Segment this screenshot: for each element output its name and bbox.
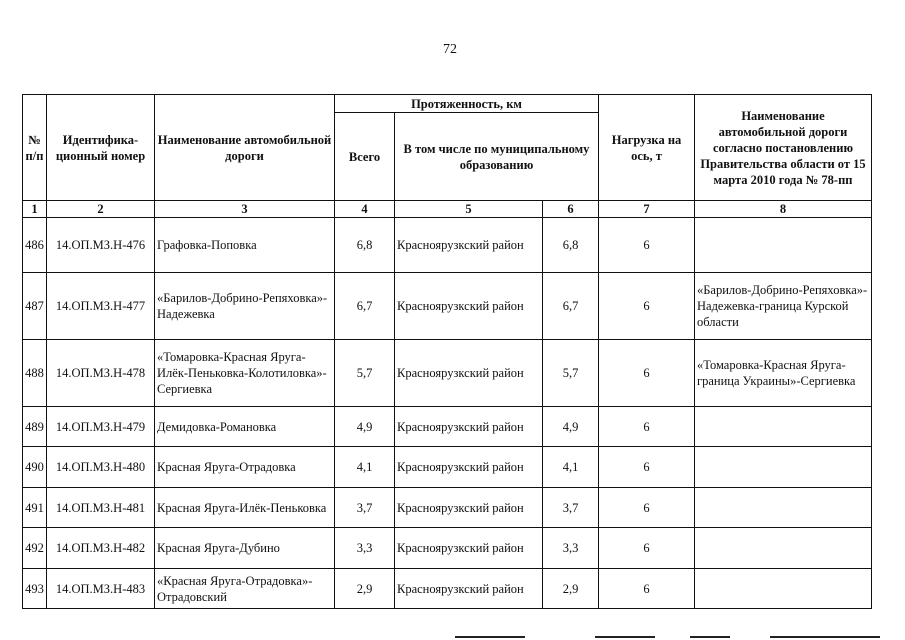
row-number: 492 bbox=[23, 528, 47, 569]
district-name: Красноярузкский район bbox=[395, 218, 543, 273]
page-number: 72 bbox=[443, 42, 457, 57]
table-row bbox=[23, 218, 872, 273]
length-total: 3,7 bbox=[335, 488, 395, 528]
axle-load: 6 bbox=[599, 488, 695, 528]
axle-load: 6 bbox=[599, 407, 695, 447]
header-length-group: Протяженность, км bbox=[335, 95, 599, 113]
column-number: 5 bbox=[395, 201, 543, 218]
road-name: «Барилов-Добрино-Репяховка»-Надежевка bbox=[155, 273, 335, 340]
road-id: 14.ОП.МЗ.Н-478 bbox=[47, 340, 155, 407]
axle-load: 6 bbox=[599, 273, 695, 340]
scan-artifact bbox=[455, 636, 525, 638]
road-name: Красная Яруга-Отрадовка bbox=[155, 447, 335, 488]
length-total: 4,9 bbox=[335, 407, 395, 447]
district-length: 4,9 bbox=[543, 407, 599, 447]
column-number: 8 bbox=[695, 201, 872, 218]
district-length: 6,8 bbox=[543, 218, 599, 273]
row-number: 490 bbox=[23, 447, 47, 488]
district-length: 6,7 bbox=[543, 273, 599, 340]
district-name: Красноярузкский район bbox=[395, 407, 543, 447]
district-name: Красноярузкский район bbox=[395, 447, 543, 488]
header-id: Идентифика-ционный номер bbox=[47, 95, 155, 201]
decree-road-name bbox=[695, 447, 872, 488]
header-num: № п/п bbox=[23, 95, 47, 201]
axle-load: 6 bbox=[599, 447, 695, 488]
decree-road-name bbox=[695, 218, 872, 273]
road-id: 14.ОП.МЗ.Н-481 bbox=[47, 488, 155, 528]
header-municipal: В том числе по муниципальному образованию bbox=[395, 113, 599, 201]
table-row bbox=[23, 273, 872, 340]
district-name: Красноярузкский район bbox=[395, 569, 543, 609]
road-id: 14.ОП.МЗ.Н-477 bbox=[47, 273, 155, 340]
district-length: 5,7 bbox=[543, 340, 599, 407]
road-name: Демидовка-Романовка bbox=[155, 407, 335, 447]
length-total: 2,9 bbox=[335, 569, 395, 609]
district-length: 2,9 bbox=[543, 569, 599, 609]
axle-load: 6 bbox=[599, 569, 695, 609]
column-number: 6 bbox=[543, 201, 599, 218]
road-name: Красная Яруга-Дубино bbox=[155, 528, 335, 569]
road-id: 14.ОП.МЗ.Н-479 bbox=[47, 407, 155, 447]
row-number: 488 bbox=[23, 340, 47, 407]
table-row bbox=[23, 447, 872, 488]
table-row bbox=[23, 407, 872, 447]
decree-road-name: «Барилов-Добрино-Репяховка»-Надежевка-граница Курской области bbox=[695, 273, 872, 340]
length-total: 4,1 bbox=[335, 447, 395, 488]
road-id: 14.ОП.МЗ.Н-483 bbox=[47, 569, 155, 609]
district-name: Красноярузкский район bbox=[395, 273, 543, 340]
header-total: Всего bbox=[335, 113, 395, 201]
column-number: 2 bbox=[47, 201, 155, 218]
scan-artifact bbox=[770, 636, 880, 638]
column-number: 3 bbox=[155, 201, 335, 218]
table-row bbox=[23, 488, 872, 528]
scan-artifact bbox=[690, 636, 730, 638]
table-row bbox=[23, 340, 872, 407]
decree-road-name bbox=[695, 528, 872, 569]
district-name: Красноярузкский район bbox=[395, 488, 543, 528]
road-id: 14.ОП.МЗ.Н-480 bbox=[47, 447, 155, 488]
decree-road-name: «Томаровка-Красная Яруга-граница Украины»-Сергиевка bbox=[695, 340, 872, 407]
length-total: 3,3 bbox=[335, 528, 395, 569]
axle-load: 6 bbox=[599, 340, 695, 407]
column-number: 4 bbox=[335, 201, 395, 218]
header-road-name: Наименование автомобильной дороги bbox=[155, 95, 335, 201]
row-number: 487 bbox=[23, 273, 47, 340]
row-number: 491 bbox=[23, 488, 47, 528]
header-decree-name: Наименование автомобильной дороги согласно постановлению Правительства области от 15 марта 2010 года № 78-пп bbox=[695, 95, 872, 201]
row-number: 486 bbox=[23, 218, 47, 273]
length-total: 6,8 bbox=[335, 218, 395, 273]
column-number: 1 bbox=[23, 201, 47, 218]
district-length: 3,3 bbox=[543, 528, 599, 569]
column-number: 7 bbox=[599, 201, 695, 218]
district-name: Красноярузкский район bbox=[395, 340, 543, 407]
road-id: 14.ОП.МЗ.Н-476 bbox=[47, 218, 155, 273]
district-name: Красноярузкский район bbox=[395, 528, 543, 569]
road-id: 14.ОП.МЗ.Н-482 bbox=[47, 528, 155, 569]
length-total: 5,7 bbox=[335, 340, 395, 407]
header-axle-load: Нагрузка на ось, т bbox=[599, 95, 695, 201]
road-name: Графовка-Поповка bbox=[155, 218, 335, 273]
axle-load: 6 bbox=[599, 528, 695, 569]
road-name: «Томаровка-Красная Яруга-Илёк-Пеньковка-Колотиловка»-Сергиевка bbox=[155, 340, 335, 407]
district-length: 3,7 bbox=[543, 488, 599, 528]
road-name: «Красная Яруга-Отрадовка»-Отрадовский bbox=[155, 569, 335, 609]
length-total: 6,7 bbox=[335, 273, 395, 340]
row-number: 489 bbox=[23, 407, 47, 447]
roads-table bbox=[22, 94, 872, 609]
table-row bbox=[23, 569, 872, 609]
scan-artifact bbox=[595, 636, 655, 638]
axle-load: 6 bbox=[599, 218, 695, 273]
row-number: 493 bbox=[23, 569, 47, 609]
decree-road-name bbox=[695, 488, 872, 528]
table-row bbox=[23, 528, 872, 569]
decree-road-name bbox=[695, 407, 872, 447]
road-name: Красная Яруга-Илёк-Пеньковка bbox=[155, 488, 335, 528]
decree-road-name bbox=[695, 569, 872, 609]
district-length: 4,1 bbox=[543, 447, 599, 488]
